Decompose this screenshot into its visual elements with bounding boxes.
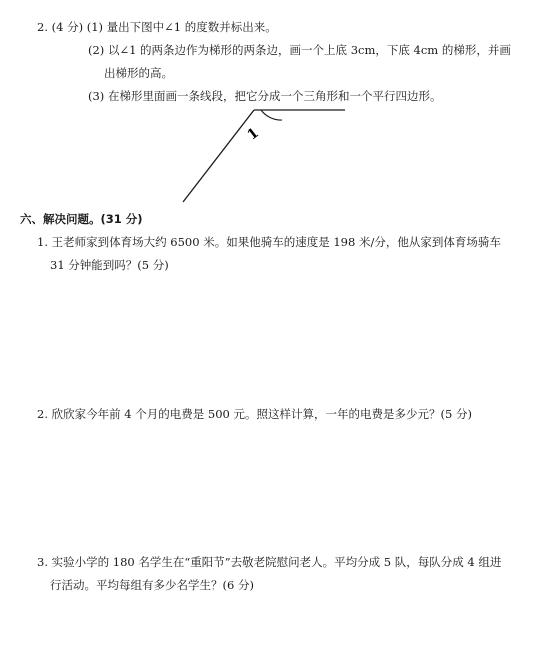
question-1-line-1: 1. 王老师家到体育场大约 6500 米。如果他骑车的速度是 198 米/分，他从家到体育场骑车	[37, 235, 501, 249]
question-3-line-2: 行活动。平均每组有多少名学生？(6 分)	[50, 578, 254, 592]
section-6-heading: 六、解决问题。(31 分)	[20, 212, 143, 226]
question-2-line-1: 2. 欣欣家今年前 4 个月的电费是 500 元。照这样计算，一年的电费是多少元？(5 分)	[37, 407, 472, 421]
problem-2-line-3: 出梯形的高。	[104, 66, 173, 80]
problem-2-line-1: 2. (4 分) (1) 量出下图中∠1 的度数并标出来。	[37, 20, 277, 34]
question-1-line-2: 31 分钟能到吗？(5 分)	[50, 258, 169, 272]
angle-ray-slanted	[183, 110, 254, 202]
question-3-line-1: 3. 实验小学的 180 名学生在“重阳节”去敬老院慰问老人。平均分成 5 队，每队分成 4 组进	[37, 555, 502, 569]
problem-2-line-4: (3) 在梯形里面画一条线段，把它分成一个三角形和一个平行四边形。	[88, 89, 442, 103]
angle-label-1: 1	[244, 124, 263, 144]
angle-arc	[261, 110, 282, 120]
problem-2-line-2: (2) 以∠1 的两条边作为梯形的两条边，画一个上底 3cm，下底 4cm 的梯形，并画	[88, 43, 511, 57]
